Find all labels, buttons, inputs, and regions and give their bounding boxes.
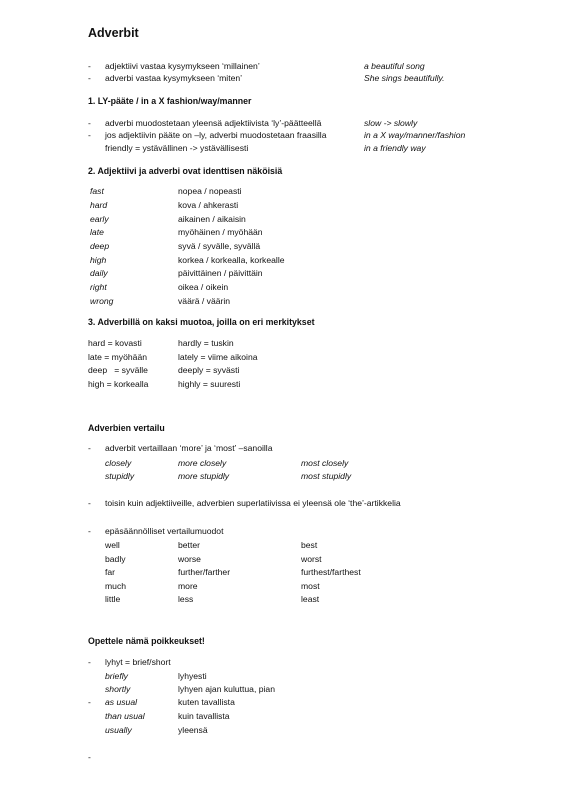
pair-left: high = korkealla — [88, 379, 149, 389]
pair-right: hardly = tuskin — [178, 338, 234, 348]
intro-example: a beautiful song — [364, 61, 425, 71]
irregular-base: much — [105, 581, 127, 591]
word-en: briefly — [105, 671, 128, 681]
word-en: usually — [105, 725, 132, 735]
word-fi: oikea / oikein — [178, 282, 229, 292]
irregular-comparative: better — [178, 540, 200, 550]
list-bullet: - — [88, 73, 91, 83]
word-en: high — [90, 255, 107, 265]
word-en: early — [90, 214, 109, 224]
word-en: fast — [90, 186, 104, 196]
example-comparative: more stupidly — [178, 471, 230, 481]
rule-text: epäsäännölliset vertailumuodot — [105, 526, 224, 536]
irregular-superlative: furthest/farthest — [301, 567, 361, 577]
irregular-comparative: worse — [178, 554, 201, 564]
list-bullet: - — [88, 657, 91, 667]
pair-right: deeply = syvästi — [178, 365, 240, 375]
pair-left: late = myöhään — [88, 352, 148, 362]
word-en: wrong — [90, 296, 114, 306]
example-base: stupidly — [105, 471, 135, 481]
word-fi: kova / ahkerasti — [178, 200, 239, 210]
rule-text: friendly = ystävällinen -> ystävällisesti — [105, 143, 249, 153]
word-fi: lyhyen ajan kuluttua, pian — [178, 684, 275, 694]
word-en: shortly — [105, 684, 131, 694]
section-heading: Adverbien vertailu — [88, 423, 165, 433]
word-en: as usual — [105, 697, 138, 707]
word-en: than usual — [105, 711, 145, 721]
word-fi: väärä / väärin — [178, 296, 231, 306]
rule-example: slow -> slowly — [364, 118, 418, 128]
list-bullet: - — [88, 752, 91, 762]
word-fi: päivittäinen / päivittäin — [178, 268, 263, 278]
example-superlative: most closely — [301, 458, 349, 468]
irregular-comparative: more — [178, 581, 198, 591]
rule-text: lyhyt = brief/short — [105, 657, 171, 667]
irregular-base: far — [105, 567, 116, 577]
list-bullet: - — [88, 697, 91, 707]
word-fi: korkea / korkealla, korkealle — [178, 255, 285, 265]
section-heading: Opettele nämä poikkeukset! — [88, 636, 205, 646]
word-fi: lyhyesti — [178, 671, 207, 681]
list-bullet: - — [88, 118, 91, 128]
section-heading: 1. LY-pääte / in a X fashion/way/manner — [88, 96, 252, 106]
pair-left: hard = kovasti — [88, 338, 142, 348]
example-superlative: most stupidly — [301, 471, 352, 481]
pair-right: lately = viime aikoina — [178, 352, 258, 362]
irregular-superlative: best — [301, 540, 318, 550]
irregular-comparative: less — [178, 594, 194, 604]
pair-right: highly = suuresti — [178, 379, 241, 389]
rule-text: adverbi muodostetaan yleensä adjektiivista ‘ly’-päätteellä — [105, 118, 322, 128]
list-bullet: - — [88, 130, 91, 140]
list-bullet: - — [88, 526, 91, 536]
intro-text: adverbi vastaa kysymykseen ‘miten’ — [105, 73, 243, 83]
word-en: late — [90, 227, 104, 237]
irregular-base: well — [105, 540, 120, 550]
irregular-superlative: most — [301, 581, 320, 591]
word-fi: myöhäinen / myöhään — [178, 227, 263, 237]
rule-example: in a X way/manner/fashion — [364, 130, 466, 140]
irregular-comparative: further/farther — [178, 567, 231, 577]
list-bullet: - — [88, 61, 91, 71]
intro-example: She sings beautifully. — [364, 73, 445, 83]
page-title: Adverbit — [88, 26, 139, 40]
pair-left: deep = syvälle — [88, 365, 148, 375]
word-en: deep — [90, 241, 110, 251]
word-en: hard — [90, 200, 108, 210]
rule-text: jos adjektiivin pääte on –ly, adverbi muodostetaan fraasilla — [105, 130, 327, 140]
example-comparative: more closely — [178, 458, 227, 468]
word-fi: aikainen / aikaisin — [178, 214, 246, 224]
section-heading: 2. Adjektiivi ja adverbi ovat identtisen näköisiä — [88, 166, 283, 176]
irregular-superlative: worst — [301, 554, 322, 564]
word-en: daily — [90, 268, 108, 278]
word-fi: yleensä — [178, 725, 208, 735]
section-heading: 3. Adverbillä on kaksi muotoa, joilla on eri merkitykset — [88, 317, 315, 327]
word-fi: syvä / syvälle, syvällä — [178, 241, 261, 251]
rule-text: toisin kuin adjektiiveille, adverbien superlatiivissa ei yleensä ole ‘the’-artikkelia — [105, 498, 401, 508]
word-fi: kuten tavallista — [178, 697, 235, 707]
irregular-superlative: least — [301, 594, 320, 604]
rule-text: adverbit vertaillaan ‘more’ ja ‘most’ –sanoilla — [105, 443, 273, 453]
intro-text: adjektiivi vastaa kysymykseen ‘millainen’ — [105, 61, 260, 71]
rule-example: in a friendly way — [364, 143, 426, 153]
list-bullet: - — [88, 498, 91, 508]
irregular-base: badly — [105, 554, 126, 564]
word-fi: kuin tavallista — [178, 711, 230, 721]
word-en: right — [90, 282, 107, 292]
word-fi: nopea / nopeasti — [178, 186, 242, 196]
irregular-base: little — [105, 594, 121, 604]
list-bullet: - — [88, 443, 91, 453]
example-base: closely — [105, 458, 132, 468]
